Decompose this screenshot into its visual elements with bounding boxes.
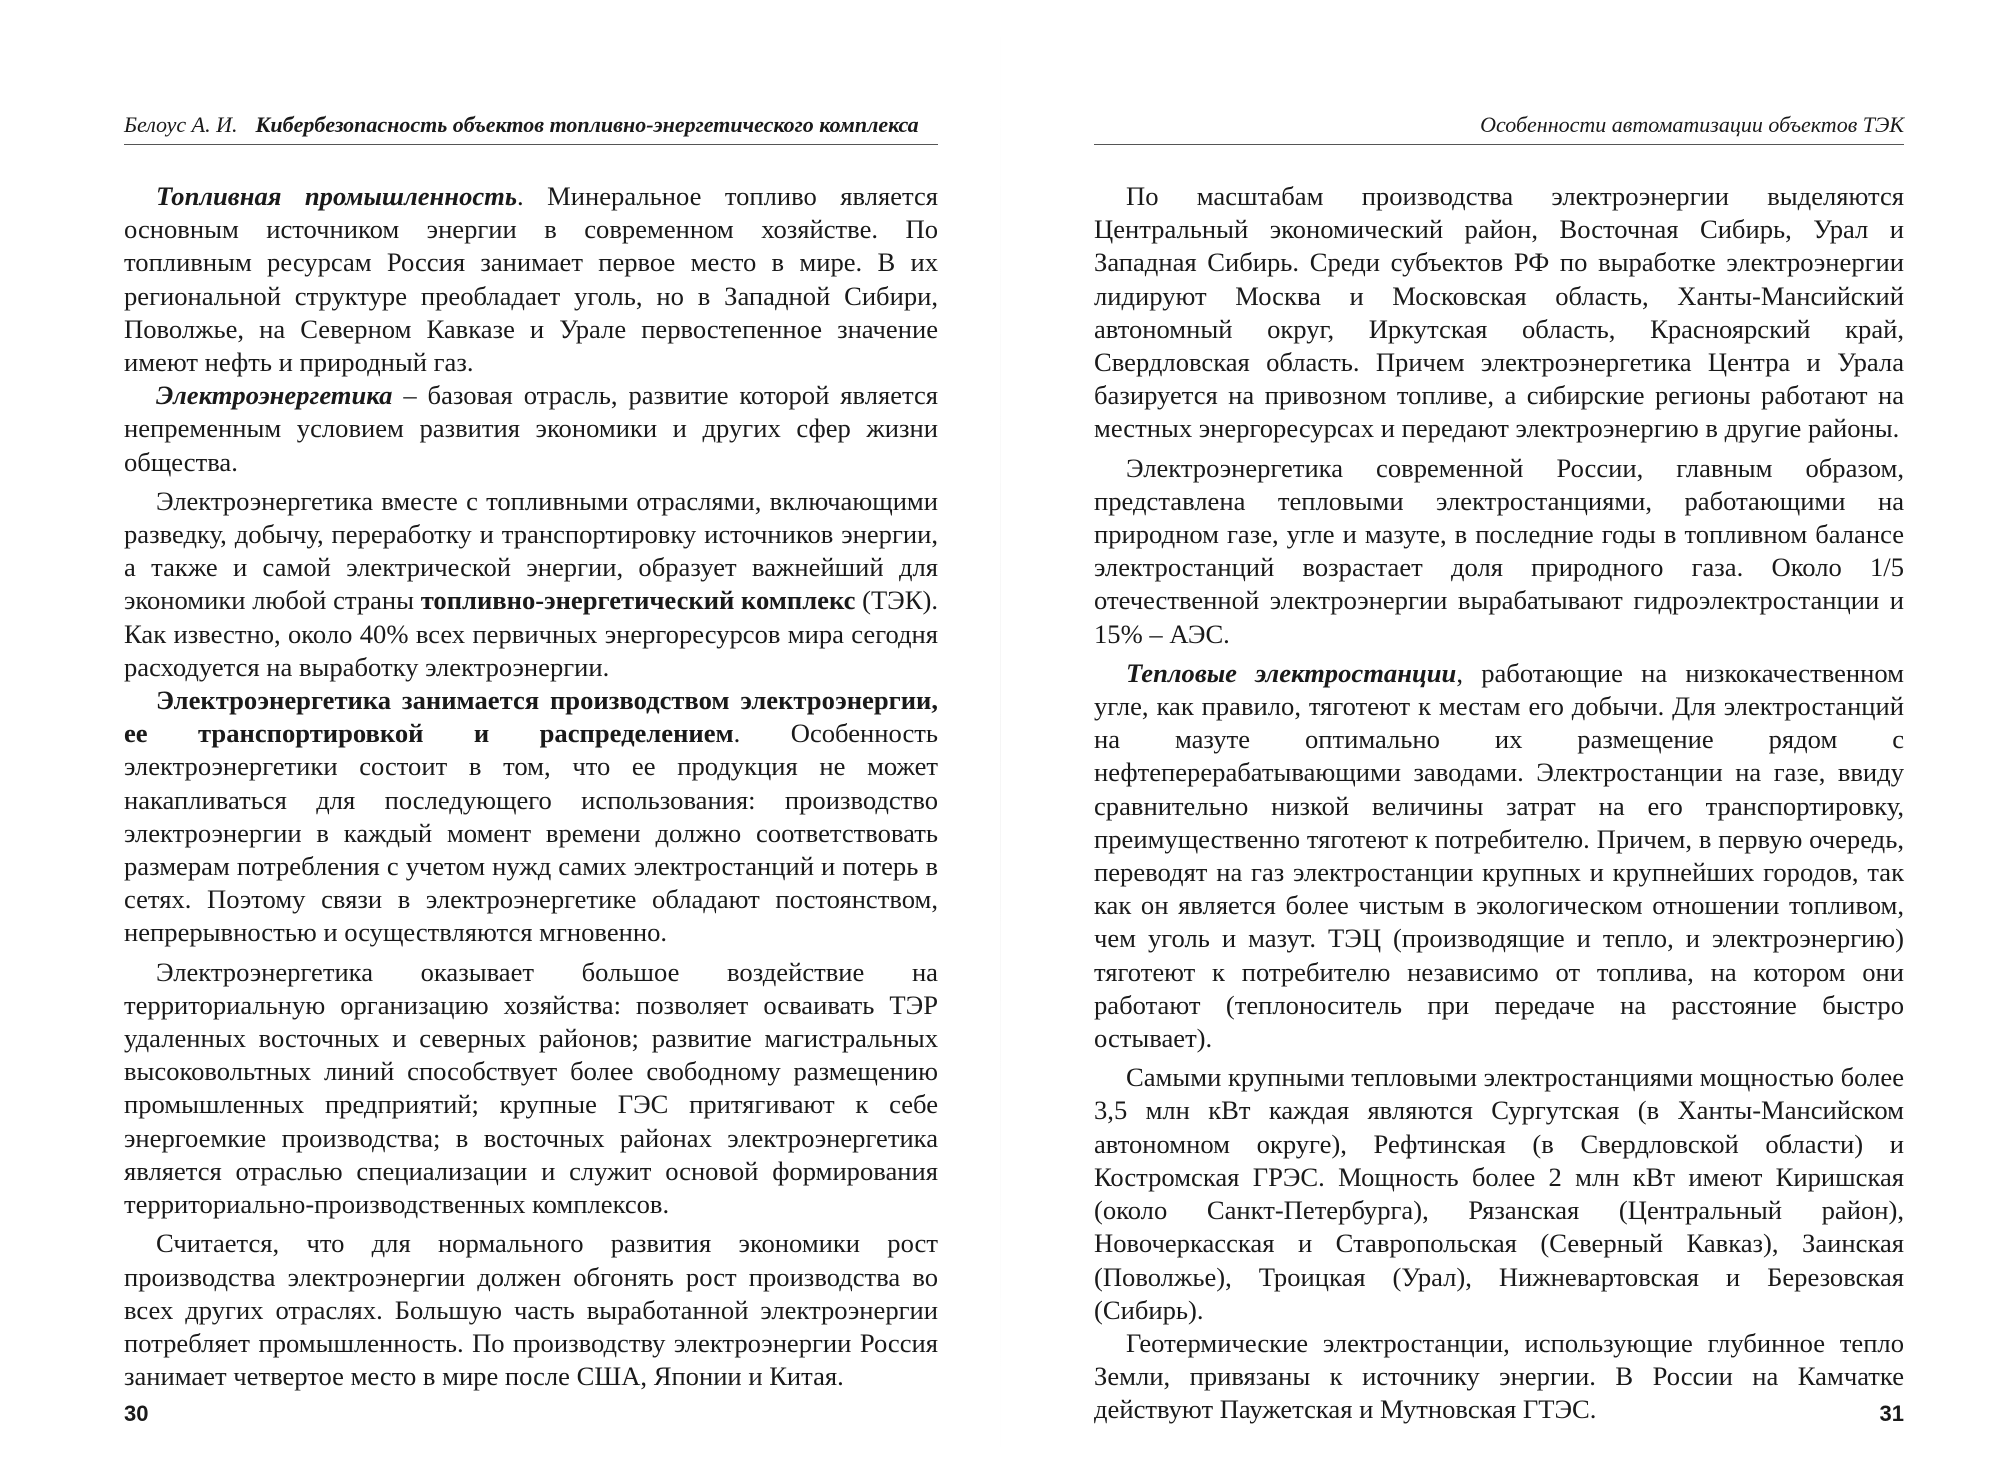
right-page	[1094, 0, 1904, 1484]
header-author: Белоус А. И.	[124, 112, 238, 137]
term-thermal-plants: Тепловые электростанции	[1126, 657, 1457, 688]
paragraph-text: Геотермические электростанции, использующие глубинное тепло Земли, привязаны к источнику энергии. В России на Камчатке действуют Паужетская и Мутновская ГТЭС.	[1094, 1327, 1904, 1425]
term-fuel-industry: Топливная промышленность	[156, 181, 518, 211]
paragraph-text: Электроэнергетика оказывает большое воздействие на территориальную организацию хозяйства: позволяет осваивать ТЭР удаленных восточных и северных районов; развитие магистральных высоковольтных линий способствует более свободному размещению промышленных предприятий; крупные ГЭС притягивают к себе энергоемкие производства; в восточных районах электроэнергетика является отраслью специализации и служит основой формирования территориально-производственных комплексов.	[124, 956, 938, 1220]
paragraph	[1094, 1061, 1904, 1327]
paragraph-text: , работающие на низкокачественном угле, как правило, тяготеют к местам его добычи. Для электростанций на мазуте оптимально их размещение рядом с нефтеперерабатывающими заводами. Электростанции на газе, ввиду сравнительно низкой величины затрат на его транспортировку, преимущественно тяготеют к потребителю. Причем, в первую очередь, переводят на газ электростанции крупных и крупнейших городов, так как он является более чистым в экологическом отношении топливом, чем уголь и мазут. ТЭЦ (производящие и тепло, и электроэнергию) тяготеют к потребителю независимо от топлива, на котором они работают (теплоноситель при передаче на расстояние быстро остывает).	[1094, 657, 1904, 1054]
term-fuel-energy-complex: топливно-энергетический комплекс	[420, 585, 856, 616]
book-gutter	[1000, 0, 1001, 1484]
right-running-head	[1094, 110, 1904, 145]
paragraph-text: – базовая отрасль, развитие которой является непременным условием развития экономики и других сфер жизни общества.	[124, 380, 938, 477]
header-chapter-title: Особенности автоматизации объектов ТЭК	[1480, 112, 1904, 137]
paragraph-text: . Минеральное топливо является основным источником энергии в современном хозяйстве. По топливным ресурсам Россия занимает первое место в мире. В их региональной структуре преобладает уголь, но в Западной Сибири, Поволжье, на Северном Кавказе и Урале первостепенное значение имеют нефть и природный газ.	[124, 181, 938, 378]
left-body-text	[124, 180, 938, 1393]
bold-statement: Электроэнергетика занимается производством электроэнергии, ее транспортировкой и распределением	[124, 685, 938, 749]
paragraph	[124, 485, 938, 684]
paragraph	[1094, 657, 1904, 1055]
page-number-left: 30	[124, 1401, 149, 1426]
header-book-title: Кибербезопасность объектов топливно-энергетического комплекса	[255, 112, 919, 137]
left-page	[124, 0, 938, 1484]
paragraph	[124, 956, 938, 1222]
paragraph	[124, 684, 938, 950]
paragraph	[124, 180, 938, 379]
paragraph-text: По масштабам производства электроэнергии выделяются Центральный экономический район, Восточная Сибирь, Урал и Западная Сибирь. Среди субъектов РФ по выработке электроэнергии лидируют Москва и Московская область, Ханты-Мансийский автономный округ, Иркутская область, Красноярский край, Свердловская область. Причем электроэнергетика Центра и Урала базируется на привозном топливе, а сибирские регионы работают на местных энергоресурсах и передают электроэнергию в другие районы.	[1094, 181, 1904, 444]
right-body-text	[1094, 180, 1904, 1427]
paragraph	[1094, 1327, 1904, 1427]
paragraph-text: . Особенность электроэнергетики состоит в том, что ее продукция не может накапливаться для последующего использования: производство электроэнергии в каждый момент времени должно соответствовать размерам потребления с учетом нужд самих электростанций и потерь в сетях. Поэтому связи в электроэнергетике обладают постоянством, непрерывностью и осуществляются мгновенно.	[124, 718, 938, 948]
paragraph-text: Электроэнергетика вместе с топливными отраслями, включающими разведку, добычу, переработку и транспортировку источников энергии, а также и самой электрической энергии, образует важнейший для экономики любой страны	[124, 485, 938, 616]
paragraph	[1094, 452, 1904, 651]
term-electric-power: Электроэнергетика	[156, 380, 393, 411]
left-running-head	[124, 110, 938, 145]
paragraph	[1094, 180, 1904, 446]
paragraph	[124, 379, 938, 479]
paragraph-text: (ТЭК). Как известно, около 40% всех первичных энергоресурсов мира сегодня расходуется на выработку электроэнергии.	[124, 585, 938, 682]
paragraph-text: Считается, что для нормального развития экономики рост производства электроэнергии должен обгонять рост производства во всех других отраслях. Большую часть выработанной электроэнергии потребляет промышленность. По производству электроэнергии Россия занимает четвертое место в мире после США, Японии и Китая.	[124, 1228, 938, 1392]
page-number-right: 31	[1879, 1401, 1904, 1426]
paragraph-text: Самыми крупными тепловыми электростанциями мощностью более 3,5 млн кВт каждая являются Сургутская (в Ханты-Мансийском автономном округе), Рефтинская (в Свердловской области) и Костромская ГРЭС. Мощность более 2 млн кВт имеют Киришская (около Санкт-Петербурга), Рязанская (Центральный район), Новочеркасская и Ставропольская (Северный Кавказ), Заинская (Поволжье), Троицкая (Урал), Нижневартовская и Березовская (Сибирь).	[1094, 1062, 1904, 1325]
paragraph	[124, 1227, 938, 1393]
paragraph-text: Электроэнергетика современной России, главным образом, представлена тепловыми электростанциями, работающими на природном газе, угле и мазуте, в последние годы в топливном балансе электростанций возрастает доля природного газа. Около 1/5 отечественной электроэнергии вырабатывают гидроэлектростанции и 15% – АЭС.	[1094, 452, 1904, 649]
